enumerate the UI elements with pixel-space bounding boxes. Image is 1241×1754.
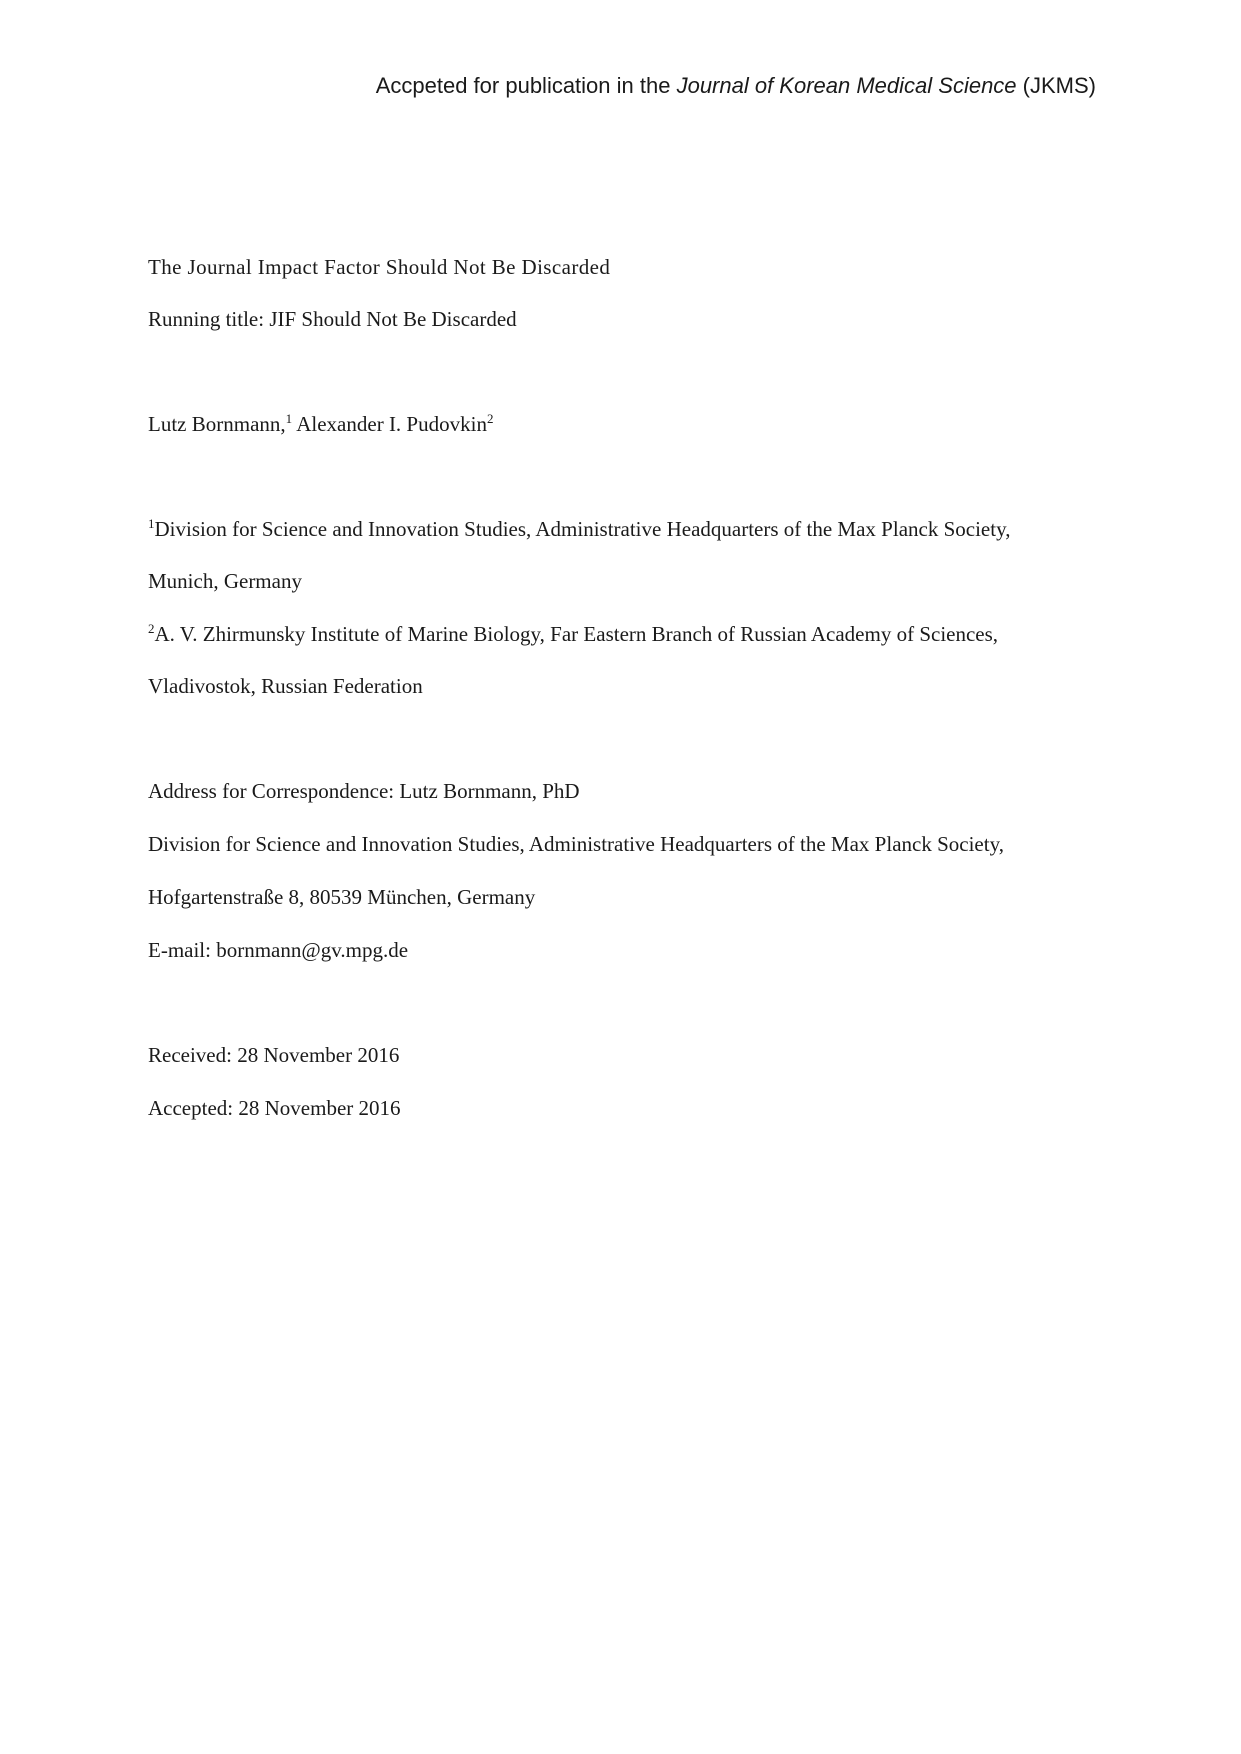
author-affiliation-mark-1: 1 [285, 411, 293, 426]
author-name-2: Alexander I. Pudovkin [292, 412, 487, 436]
received-date: Received: 28 November 2016 [148, 1043, 400, 1067]
affiliation-1-text: Division for Science and Innovation Studies, Administrative Headquarters of the Max Planck Society, [154, 517, 1011, 541]
affiliation-2-line-1 [148, 621, 998, 647]
journal-name: Journal of Korean Medical Science [676, 73, 1017, 98]
running-title: Running title: JIF Should Not Be Discarded [148, 307, 517, 331]
affiliation-1-line-2: Munich, Germany [148, 569, 302, 593]
affiliation-2-text: A. V. Zhirmunsky Institute of Marine Biology, Far Eastern Branch of Russian Academy of Sciences, [154, 622, 999, 646]
publication-note-prefix: Accpeted for publication in the [375, 73, 677, 98]
affiliation-1-line-1 [148, 516, 1010, 542]
author-list [148, 411, 493, 437]
publication-note-suffix: (JKMS) [1016, 73, 1096, 98]
publication-note [376, 72, 1096, 100]
correspondence-email: E-mail: bornmann@gv.mpg.de [148, 938, 409, 962]
correspondence-address-line-1: Division for Science and Innovation Studies, Administrative Headquarters of the Max Planck Society, [148, 832, 1004, 856]
author-affiliation-mark-2: 2 [486, 411, 494, 426]
affiliation-1-mark: 1 [148, 516, 155, 531]
author-name-1: Lutz Bornmann, [148, 412, 286, 436]
accepted-date: Accepted: 28 November 2016 [148, 1096, 401, 1120]
affiliation-2-line-2: Vladivostok, Russian Federation [148, 674, 423, 698]
correspondence-heading: Address for Correspondence: Lutz Bornmann, PhD [148, 779, 580, 803]
correspondence-address-line-2: Hofgartenstraße 8, 80539 München, Germany [148, 885, 536, 909]
paper-title: The Journal Impact Factor Should Not Be Discarded [148, 255, 611, 279]
affiliation-2-mark: 2 [148, 621, 155, 636]
